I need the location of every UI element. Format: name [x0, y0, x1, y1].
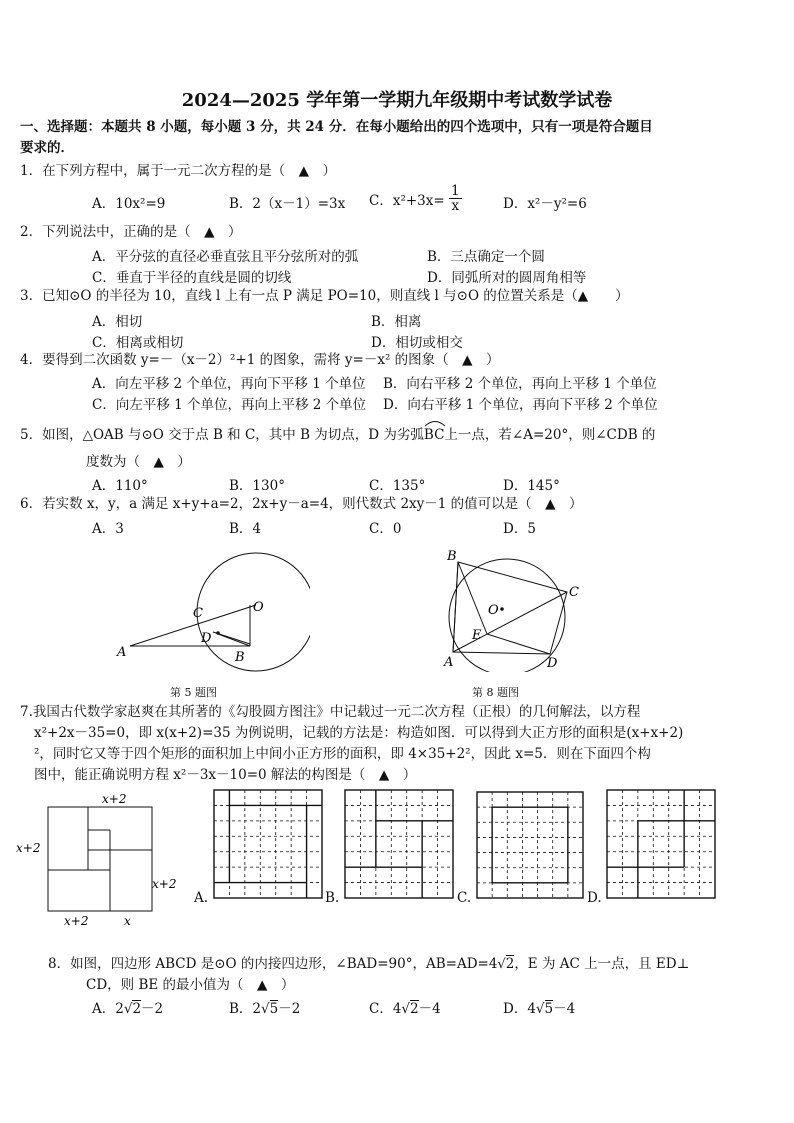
- fig5-label-b: B: [235, 650, 245, 665]
- sqrt-icon: √: [497, 957, 506, 972]
- q6-stem: 6．若实数 x，y，a 满足 x+y+a=2，2x+y－a=4，则代数式 2xy－1 的值可以是（ ▲ ）: [20, 496, 583, 512]
- q1-c-numerator: 1: [450, 183, 460, 199]
- q7-line3: ²，同时它又等于四个矩形的面积加上中间小正方形的面积，即 4×35+2²，因此 x=5．则在下面四个构: [34, 746, 651, 762]
- q7-option-c-grid[interactable]: [475, 790, 585, 900]
- q8-stem: [48, 954, 689, 975]
- q1-option-a[interactable]: A．10x²=9: [92, 196, 166, 212]
- q8-option-c[interactable]: C．4√2－4: [369, 1001, 441, 1017]
- q2-option-a[interactable]: A．平分弦的直径必垂直弦且平分弦所对的弧: [92, 249, 359, 265]
- q7-fig-label-bottom2: x: [124, 914, 131, 928]
- q5-stem-pre: 5．如图，△OAB 与⊙O 交于点 B 和 C，其中 B 为切点，D 为劣弧: [20, 427, 424, 443]
- q5-option-d[interactable]: D．145°: [503, 478, 560, 494]
- sqrt-icon: √: [401, 1001, 411, 1017]
- fig8-label-d: D: [547, 656, 558, 671]
- q5-option-a[interactable]: A．110°: [92, 478, 148, 494]
- sqrt-icon: √: [261, 1001, 270, 1017]
- q3-option-a[interactable]: A．相切: [92, 314, 143, 330]
- q7-option-d-label[interactable]: D.: [587, 890, 602, 906]
- q8-stem-post: ，E 为 AC 上一点，且 ED⊥: [514, 956, 690, 972]
- q8-radicand: 2: [505, 956, 515, 972]
- q5-option-b[interactable]: B．130°: [229, 478, 285, 494]
- q6-option-c[interactable]: C．0: [369, 521, 402, 537]
- fig5-label-o: O: [253, 600, 264, 615]
- q8-stem-cont: CD，则 BE 的最小值为（ ▲ ）: [86, 977, 295, 993]
- q8-option-b[interactable]: B．2√5－2: [229, 1001, 301, 1017]
- q4-option-a[interactable]: A．向左平移 2 个单位，再向下平移 1 个单位: [92, 376, 366, 392]
- q7-option-a-grid[interactable]: [212, 788, 324, 900]
- figure-5: [110, 548, 310, 673]
- q5-arc-bc: BC: [424, 425, 445, 445]
- q7-line1: 7.我国古代数学家赵爽在其所著的《勾股圆方图注》中记载过一元二次方程（正根）的几何解法，以方程: [20, 704, 641, 720]
- q1-option-b[interactable]: B．2（x－1）=3x: [229, 196, 346, 212]
- q7-line2: x²+2x－35=0，即 x(x+2)=35 为例说明，记载的方法是：构造如图．可以得到大正方形的面积是(x+x+2): [34, 725, 684, 741]
- fig8-label-c: C: [569, 585, 579, 600]
- q4-option-d[interactable]: D．向右平移 1 个单位，再向下平移 2 个单位: [383, 397, 658, 413]
- q7-option-b-grid[interactable]: [343, 788, 455, 900]
- q4-stem: 4．要得到二次函数 y=－（x－2）²+1 的图象，需将 y=－x² 的图象（ ▲ ）: [20, 352, 500, 368]
- q5-stem-cont: 度数为（ ▲ ）: [86, 454, 191, 470]
- fig8-label-b: B: [447, 549, 457, 564]
- q3-option-b[interactable]: B．相离: [371, 314, 422, 330]
- q8-option-a[interactable]: A．2√2－2: [92, 1001, 164, 1017]
- q3-stem: 3．已知⊙O 的半径为 10，直线 l 上有一点 P 满足 PO=10，则直线 l 与⊙O 的位置关系是（▲ ）: [20, 288, 629, 304]
- fig5-label-c: C: [193, 606, 203, 621]
- q6-option-b[interactable]: B．4: [229, 521, 262, 537]
- q5-stem: [20, 425, 655, 445]
- q6-option-a[interactable]: A．3: [92, 521, 124, 537]
- q7-fig-label-left: x+2: [16, 841, 41, 855]
- q6-option-d[interactable]: D．5: [503, 521, 536, 537]
- q7-option-b-label[interactable]: B.: [325, 890, 340, 906]
- q5-option-c[interactable]: C．135°: [369, 478, 426, 494]
- fig8-label-a: A: [444, 655, 454, 670]
- fig5-caption: 第 5 题图: [170, 686, 217, 699]
- page-title: 2024—2025 学年第一学期九年级期中考试数学试卷: [181, 90, 613, 111]
- figure-8: [440, 542, 590, 672]
- q7-fig-label-right: x+2: [152, 877, 177, 891]
- fig8-label-e: E: [472, 628, 482, 643]
- q7-option-a-label[interactable]: A.: [194, 890, 209, 906]
- q1-c-prefix: C．x²+3x=: [369, 192, 445, 209]
- q7-fig-label-top: x+2: [102, 792, 127, 806]
- section-header-cont: 要求的．: [20, 140, 74, 156]
- fig8-label-o: O: [488, 603, 499, 618]
- fig5-label-a: A: [117, 645, 127, 660]
- q5-stem-post: 上一点，若∠A=20°，则∠CDB 的: [444, 427, 656, 443]
- q7-line4: 图中，能正确说明方程 x²－3x－10=0 解法的构图是（ ▲ ）: [34, 767, 417, 783]
- q1-stem: 1．在下列方程中，属于一元二次方程的是（ ▲ ）: [20, 163, 336, 179]
- q4-option-c[interactable]: C．向左平移 1 个单位，再向上平移 2 个单位: [92, 397, 367, 413]
- fig5-label-d: D: [201, 631, 212, 646]
- fig8-caption: 第 8 题图: [472, 686, 519, 699]
- q3-option-d[interactable]: D．相切或相交: [371, 335, 463, 351]
- q7-option-d-grid[interactable]: [605, 788, 717, 900]
- sqrt-icon: √: [535, 1001, 545, 1017]
- q2-option-b[interactable]: B．三点确定一个圆: [427, 249, 545, 265]
- q7-example-figure: [16, 790, 209, 930]
- q8-stem-pre: 8．如图，四边形 ABCD 是⊙O 的内接四边形，∠BAD=90°，AB=AD=4: [48, 956, 498, 972]
- q1-option-d[interactable]: D．x²－y²=6: [503, 196, 587, 212]
- q7-fig-label-bottom1: x+2: [64, 914, 89, 928]
- q7-option-c-label[interactable]: C.: [457, 890, 472, 906]
- q2-option-d[interactable]: D．同弧所对的圆周角相等: [427, 270, 587, 286]
- q1-option-c[interactable]: [369, 184, 462, 213]
- q4-option-b[interactable]: B．向右平移 2 个单位，再向上平移 1 个单位: [383, 376, 657, 392]
- sqrt-icon: √: [123, 1001, 133, 1017]
- q2-stem: 2．下列说法中，正确的是（ ▲ ）: [20, 224, 242, 240]
- q8-option-d[interactable]: D．4√5－4: [503, 1001, 576, 1017]
- q3-option-c[interactable]: C．相离或相切: [92, 335, 184, 351]
- section-header: 一、选择题：本题共 8 小题，每小题 3 分，共 24 分．在每小题给出的四个选项中，只有一项是符合题目: [20, 119, 653, 135]
- q2-option-c[interactable]: C．垂直于半径的直线是圆的切线: [92, 270, 292, 286]
- q1-c-denominator: x: [451, 198, 460, 214]
